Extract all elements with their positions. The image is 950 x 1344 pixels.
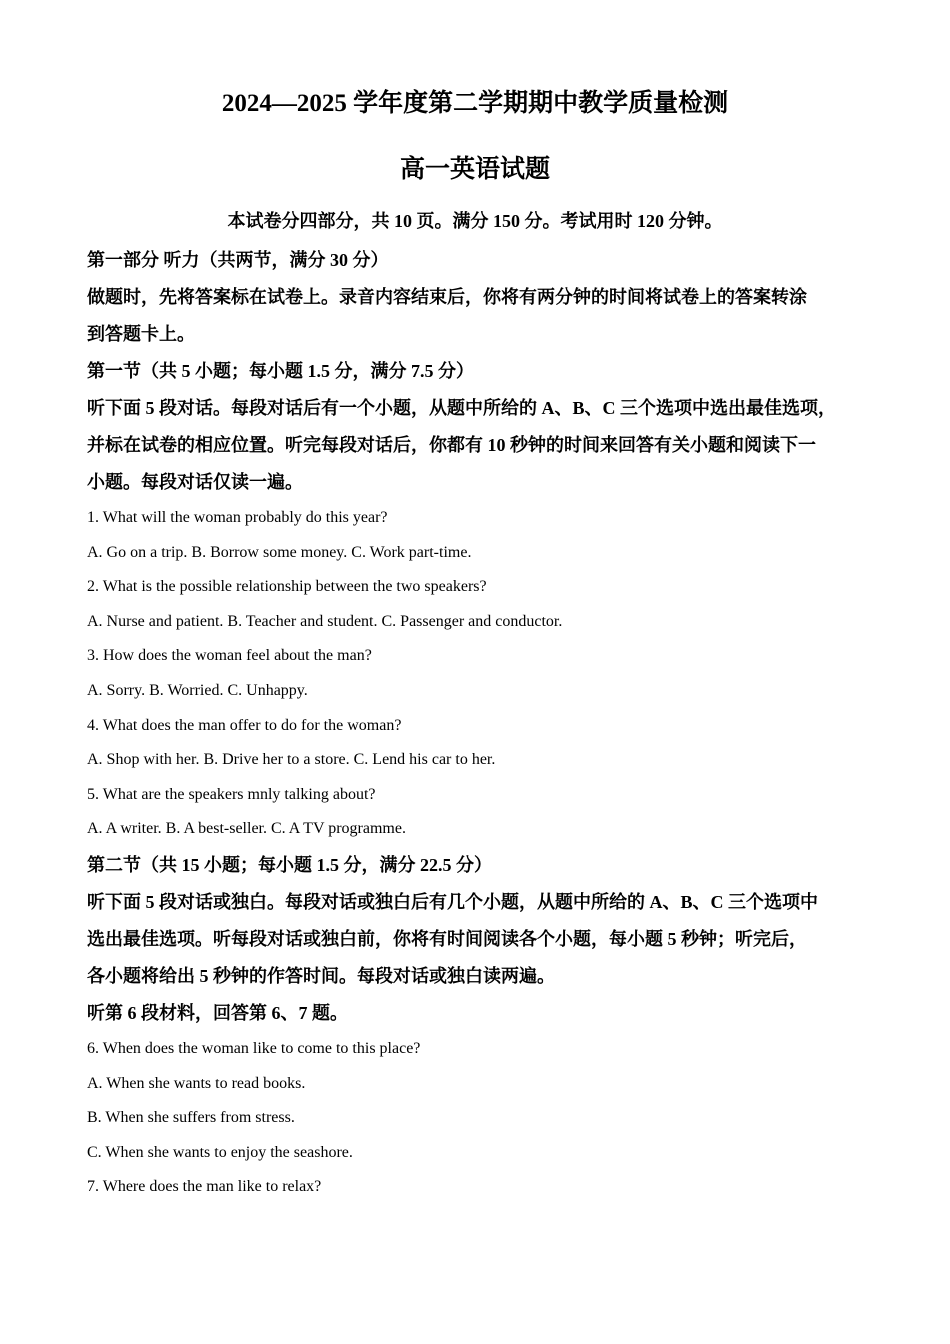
section2-instruction-line: 听下面 5 段对话或独白。每段对话或独白后有几个小题，从题中所给的 A、B、C 三个选项中 [87,891,818,912]
question-3: 3. How does the woman feel about the man? [87,647,372,665]
section2-instruction-line: 各小题将给出 5 秒钟的作答时间。每段对话或独白读两遍。 [87,965,555,986]
question-4: 4. What does the man offer to do for the woman? [87,716,402,734]
question-5-options: A. A writer. B. A best-seller. C. A TV programme. [87,820,406,838]
question-7: 7. Where does the man like to relax? [87,1178,322,1196]
exam-subtitle: 高一英语试题 [399,156,550,183]
part1-instruction-line: 做题时，先将答案标在试卷上。录音内容结束后，你将有两分钟的时间将试卷上的答案转涂 [87,287,807,307]
question-1-options: A. Go on a trip. B. Borrow some money. C. Work part-time. [87,543,472,561]
question-4-options: A. Shop with her. B. Drive her to a store. C. Lend his car to her. [87,751,496,769]
part1-heading: 第一部分 听力（共两节，满分 30 分） [87,250,389,270]
question-6-option-b: B. When she suffers from stress. [87,1109,295,1127]
section1-instruction-line: 并标在试卷的相应位置。听完每段对话后，你都有 10 秒钟的时间来回答有关小题和阅读下一 [87,435,816,455]
question-2: 2. What is the possible relationship between the two speakers? [87,578,487,596]
question-6: 6. When does the woman like to come to this place? [87,1039,421,1057]
question-1: 1. What will the woman probably do this year? [87,509,388,526]
material-6-heading: 听第 6 段材料，回答第 6、7 题。 [87,1002,348,1023]
exam-meta: 本试卷分四部分，共 10 页。满分 150 分。考试用时 120 分钟。 [227,211,723,231]
section1-instruction-line: 小题。每段对话仅读一遍。 [87,472,303,492]
question-6-option-c: C. When she wants to enjoy the seashore. [87,1143,353,1161]
question-3-options: A. Sorry. B. Worried. C. Unhappy. [87,681,308,699]
section1-instruction-line: 听下面 5 段对话。每段对话后有一个小题，从题中所给的 A、B、C 三个选项中选出最佳选项， [87,398,836,418]
section2-instruction-line: 选出最佳选项。听每段对话或独白前，你将有时间阅读各个小题，每小题 5 秒钟；听完后， [87,928,807,949]
question-5: 5. What are the speakers mnly talking about? [87,785,376,803]
question-6-option-a: A. When she wants to read books. [87,1074,306,1092]
section2-heading: 第二节（共 15 小题；每小题 1.5 分，满分 22.5 分） [87,854,492,875]
part1-instruction-line: 到答题卡上。 [87,324,195,344]
exam-title: 2024—2025 学年度第二学期期中教学质量检测 [221,90,729,117]
question-2-options: A. Nurse and patient. B. Teacher and student. C. Passenger and conductor. [87,612,563,630]
section1-heading: 第一节（共 5 小题；每小题 1.5 分，满分 7.5 分） [87,361,474,381]
exam-body [87,242,887,1205]
